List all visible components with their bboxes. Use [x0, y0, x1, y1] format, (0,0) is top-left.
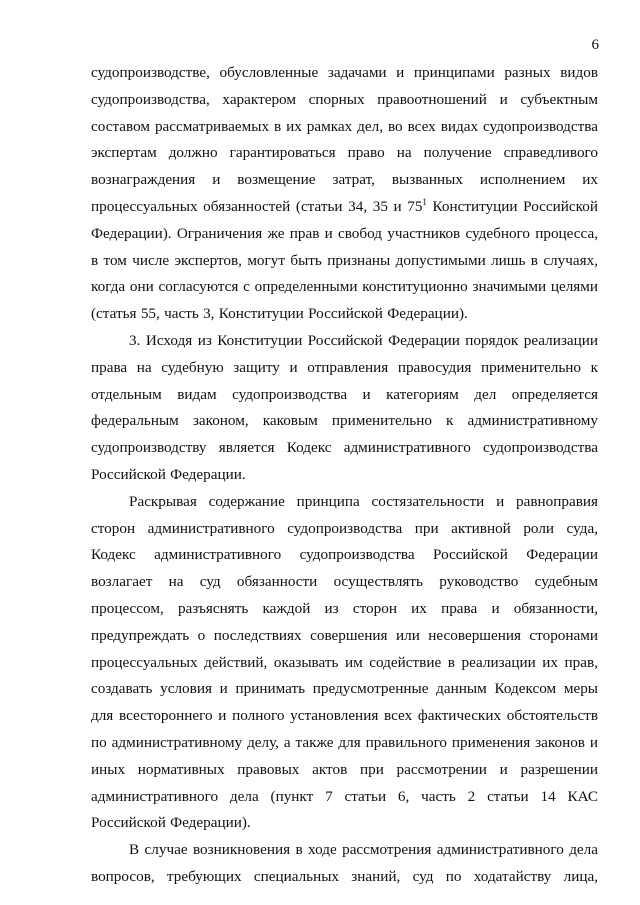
- page-number: 6: [591, 37, 599, 53]
- footnote-superscript: 1: [422, 196, 427, 207]
- text-line: иных нормативных правовых актов при рассмотрении и разрешении: [91, 760, 598, 778]
- text-line: федеральным законом, каковым применительно к административному: [91, 412, 598, 430]
- paragraph-2: [91, 328, 598, 489]
- text-line: составом рассматриваемых в их рамках дел, во всех видах судопроизводства: [91, 117, 598, 135]
- text-line-with-superscript: [91, 194, 598, 221]
- text-line: (статья 55, часть 3, Конституции Российской Федерации).: [91, 305, 468, 323]
- text-line: 3. Исходя из Конституции Российской Федерации порядок реализации: [129, 331, 598, 349]
- text-line: возлагает на суд обязанности осуществлять руководство судебным: [91, 573, 598, 591]
- text-line: создавать условия и принимать предусмотренные данным Кодексом меры: [91, 680, 598, 698]
- document-body: [91, 60, 598, 891]
- text-line-head: процессуальных обязанностей (статьи 34, 35 и 75: [91, 197, 423, 215]
- text-line: когда они согласуются с определенными конституционно значимыми целями: [91, 278, 598, 296]
- text-line: судопроизводстве, обусловленные задачами и принципами разных видов: [91, 64, 598, 81]
- text-line: Кодекс административного судопроизводства Российской Федерации: [91, 546, 598, 564]
- text-line: по административному делу, а также для правильного применения законов и: [91, 733, 598, 751]
- text-line: судопроизводства, характером спорных правоотношений и субъектным: [91, 90, 598, 108]
- text-line: сторон административного судопроизводства при активной роли суда,: [91, 519, 598, 537]
- text-line: Российской Федерации).: [91, 814, 251, 832]
- text-line: предупреждать о последствиях совершения или несовершения сторонами: [91, 626, 598, 644]
- text-line: В случае возникновения в ходе рассмотрения административного дела: [129, 841, 598, 859]
- text-line: вопросов, требующих специальных знаний, суд по ходатайству лица,: [91, 867, 598, 885]
- text-line: Федерации). Ограничения же прав и свобод участников судебного процесса,: [91, 224, 598, 242]
- text-line: права на судебную защиту и отправления правосудия применительно к: [91, 358, 598, 376]
- text-line-tail: Конституции Российской: [426, 197, 598, 215]
- text-line: процессуальных действий, оказывать им содействие в реализации их прав,: [91, 653, 598, 671]
- text-line: процессом, разъяснять каждой из сторон их права и обязанности,: [91, 599, 598, 617]
- text-line: Раскрывая содержание принципа состязательности и равноправия: [129, 492, 598, 510]
- paragraph-1: [91, 60, 598, 328]
- text-line: Российской Федерации.: [91, 465, 246, 483]
- text-line: для всестороннего и полного установления всех фактических обстоятельств: [91, 707, 598, 725]
- paragraph-3: [91, 489, 598, 837]
- paragraph-4: [91, 837, 598, 891]
- text-line: вознаграждения и возмещение затрат, вызванных исполнением их: [91, 171, 598, 189]
- text-line: экспертам должно гарантироваться право на получение справедливого: [91, 144, 598, 162]
- text-line: административного дела (пункт 7 статьи 6, часть 2 статьи 14 КАС: [91, 787, 598, 805]
- text-line: судопроизводству является Кодекс административного судопроизводства: [91, 439, 598, 457]
- text-line: в том числе экспертов, могут быть признаны допустимыми лишь в случаях,: [91, 251, 598, 269]
- text-line: отдельным видам судопроизводства и категориям дел определяется: [91, 385, 598, 403]
